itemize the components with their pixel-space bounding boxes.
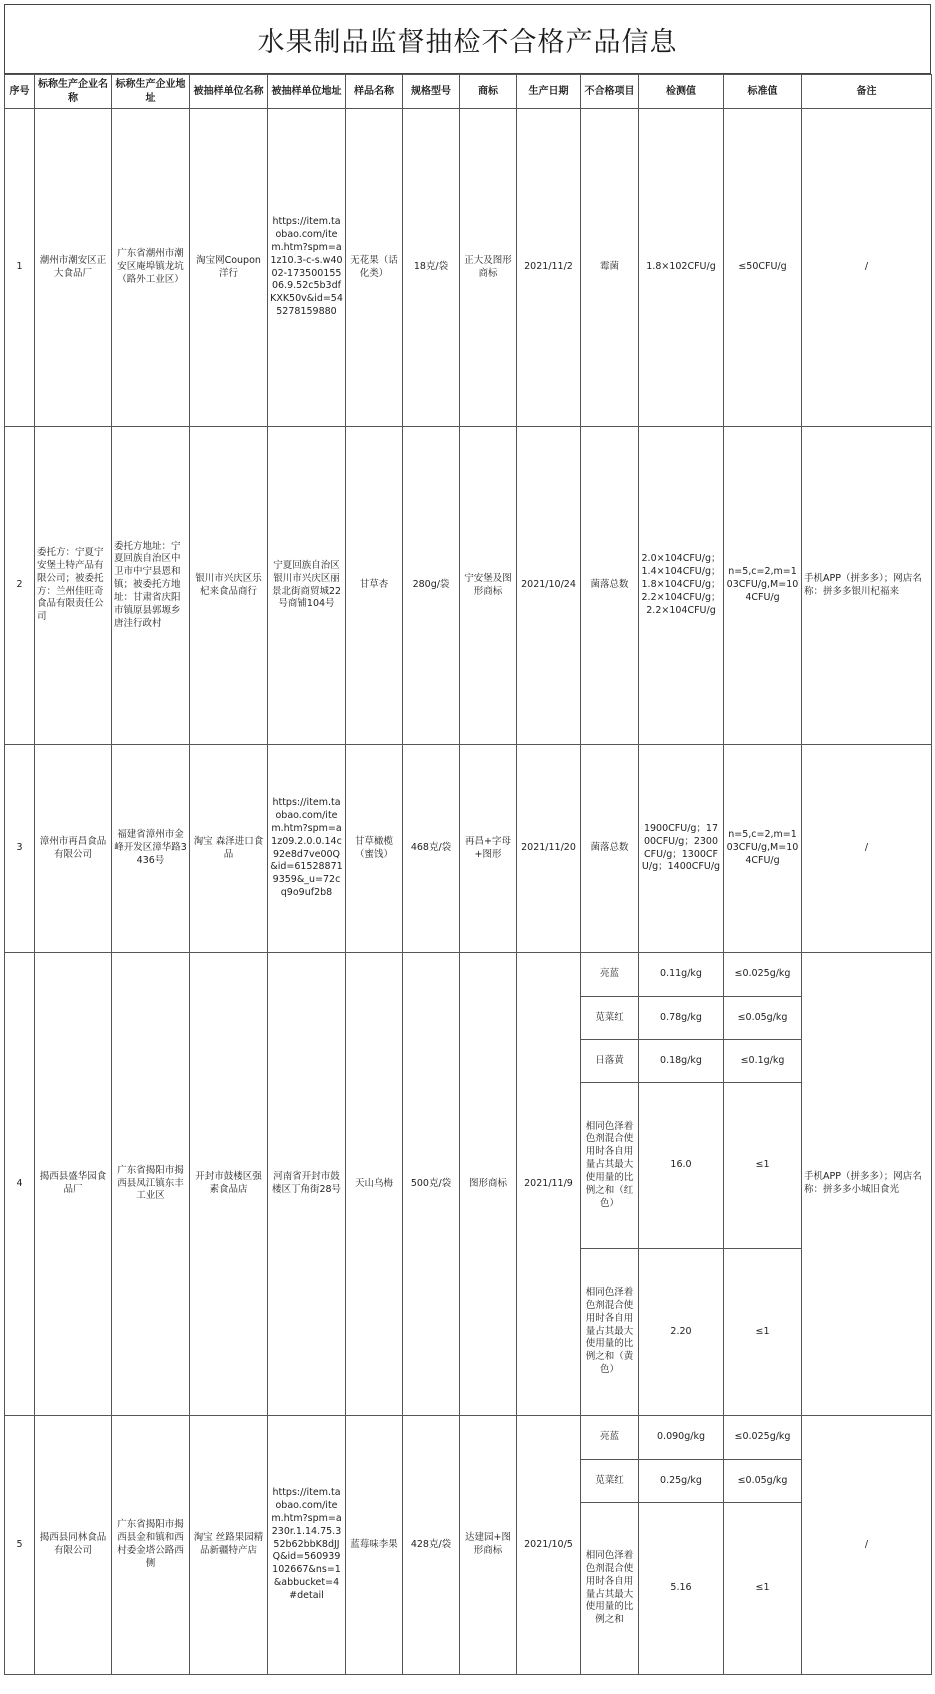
producer-address: 广东省潮州市潮安区庵埠镇龙坑（路外工业区） [112, 109, 190, 427]
failed-item: 菌落总数 [581, 427, 639, 745]
brand: 再昌+字母+图形 [460, 745, 517, 953]
column-header: 规格型号 [403, 75, 460, 109]
sampled-unit-name: 淘宝 森泽进口食品 [190, 745, 268, 953]
sampled-unit-name: 淘宝 丝路果园精品新疆特产店 [190, 1416, 268, 1675]
column-header: 检测值 [639, 75, 724, 109]
producer-address: 福建省漳州市金峰开发区漳华路3436号 [112, 745, 190, 953]
producer-name: 委托方：宁夏宁安堡土特产品有限公司；被委托方：兰州佳旺奇食品有限责任公司 [35, 427, 112, 745]
brand: 正大及图形商标 [460, 109, 517, 427]
producer-address: 广东省揭阳市揭西县金和镇和西村委金塔公路西侧 [112, 1416, 190, 1675]
test-value: 1.8×102CFU/g [639, 109, 724, 427]
standard-value: ≤1 [724, 1083, 802, 1249]
sampled-unit-name: 淘宝网Coupon洋行 [190, 109, 268, 427]
failed-item: 亮蓝 [581, 953, 639, 997]
test-value: 2.20 [639, 1249, 724, 1416]
failed-item: 苋菜红 [581, 1460, 639, 1503]
column-header: 标称生产企业名称 [35, 75, 112, 109]
sampled-unit-address: https://item.taobao.com/item.htm?spm=a1z09.2.0.0.14c92e8d7ve00Q&id=615288719359&_u=72cq9o9uf2b8 [268, 745, 346, 953]
remark: / [802, 109, 932, 427]
standard-value: n=5,c=2,m=103CFU/g,M=104CFU/g [724, 745, 802, 953]
standard-value: ≤1 [724, 1249, 802, 1416]
test-value: 0.11g/kg [639, 953, 724, 997]
standard-value: n=5,c=2,m=103CFU/g,M=104CFU/g [724, 427, 802, 745]
table-row [5, 953, 932, 997]
remark: / [802, 745, 932, 953]
table-row [5, 109, 932, 427]
product-spec: 428克/袋 [403, 1416, 460, 1675]
sampled-unit-address: https://item.taobao.com/item.htm?spm=a1z10.3-c-s.w4002-17350015506.9.52c5b3dfKXK50v&id=545278159880 [268, 109, 346, 427]
product-name: 无花果（话化类） [346, 109, 403, 427]
table-row [5, 427, 932, 745]
test-value: 0.25g/kg [639, 1460, 724, 1503]
product-spec: 500克/袋 [403, 953, 460, 1416]
failed-item: 亮蓝 [581, 1416, 639, 1460]
column-header: 被抽样单位地址 [268, 75, 346, 109]
inspection-table [4, 74, 932, 1675]
standard-value: ≤1 [724, 1503, 802, 1675]
row-number: 3 [5, 745, 35, 953]
brand: 宁安堡及图形商标 [460, 427, 517, 745]
production-date: 2021/10/5 [517, 1416, 581, 1675]
failed-item: 日落黄 [581, 1040, 639, 1083]
standard-value: ≤0.1g/kg [724, 1040, 802, 1083]
column-header: 被抽样单位名称 [190, 75, 268, 109]
producer-address: 广东省揭阳市揭西县凤江镇东丰工业区 [112, 953, 190, 1416]
failed-item: 菌落总数 [581, 745, 639, 953]
row-number: 5 [5, 1416, 35, 1675]
failed-item: 相同色泽着色剂混合使用时各自用量占其最大使用量的比例之和 [581, 1503, 639, 1675]
row-number: 4 [5, 953, 35, 1416]
table-header-row [5, 75, 932, 109]
test-value: 0.18g/kg [639, 1040, 724, 1083]
test-value: 0.090g/kg [639, 1416, 724, 1460]
remark: 手机APP（拼多多）；网店名称：拼多多银川杞福来 [802, 427, 932, 745]
failed-item: 相同色泽着色剂混合使用时各自用量占其最大使用量的比例之和（红色） [581, 1083, 639, 1249]
production-date: 2021/11/9 [517, 953, 581, 1416]
product-spec: 18克/袋 [403, 109, 460, 427]
standard-value: ≤0.025g/kg [724, 953, 802, 997]
test-value: 16.0 [639, 1083, 724, 1249]
test-value: 2.0×104CFU/g；1.4×104CFU/g；1.8×104CFU/g；2.2×104CFU/g；2.2×104CFU/g [639, 427, 724, 745]
column-header: 样品名称 [346, 75, 403, 109]
standard-value: ≤0.05g/kg [724, 1460, 802, 1503]
column-header: 标准值 [724, 75, 802, 109]
remark: / [802, 1416, 932, 1675]
product-name: 蓝莓味李果 [346, 1416, 403, 1675]
column-header: 标称生产企业地址 [112, 75, 190, 109]
test-value: 5.16 [639, 1503, 724, 1675]
product-name: 甘草橄榄（蜜饯） [346, 745, 403, 953]
brand: 达建园+图形商标 [460, 1416, 517, 1675]
producer-name: 揭西县同林食品有限公司 [35, 1416, 112, 1675]
sampled-unit-address: 宁夏回族自治区银川市兴庆区丽景北街商贸城22号商铺104号 [268, 427, 346, 745]
sampled-unit-address: 河南省开封市鼓楼区丁角街28号 [268, 953, 346, 1416]
production-date: 2021/10/24 [517, 427, 581, 745]
product-spec: 468克/袋 [403, 745, 460, 953]
failed-item: 相同色泽着色剂混合使用时各自用量占其最大使用量的比例之和（黄色） [581, 1249, 639, 1416]
table-row [5, 745, 932, 953]
producer-name: 潮州市潮安区正大食品厂 [35, 109, 112, 427]
standard-value: ≤50CFU/g [724, 109, 802, 427]
product-name: 甘草杏 [346, 427, 403, 745]
producer-name: 揭西县盛华园食品厂 [35, 953, 112, 1416]
sampled-unit-name: 银川市兴庆区乐杞来食品商行 [190, 427, 268, 745]
producer-address: 委托方地址：宁夏回族自治区中卫市中宁县恩和镇；被委托方地址：甘肃省庆阳市镇原县郭塬乡唐洼行政村 [112, 427, 190, 745]
row-number: 2 [5, 427, 35, 745]
sampled-unit-address: https://item.taobao.com/item.htm?spm=a230r.1.14.75.352b62bbK8dJJQ&id=560939102667&ns=1&abbucket=4#detail [268, 1416, 346, 1675]
standard-value: ≤0.05g/kg [724, 997, 802, 1040]
sampled-unit-name: 开封市鼓楼区强素食品店 [190, 953, 268, 1416]
product-spec: 280g/袋 [403, 427, 460, 745]
column-header: 生产日期 [517, 75, 581, 109]
remark: 手机APP（拼多多）；网店名称：拼多多小城旧食光 [802, 953, 932, 1416]
standard-value: ≤0.025g/kg [724, 1416, 802, 1460]
product-name: 天山乌梅 [346, 953, 403, 1416]
test-value: 1900CFU/g；1700CFU/g；2300CFU/g；1300CFU/g；1400CFU/g [639, 745, 724, 953]
producer-name: 漳州市再昌食品有限公司 [35, 745, 112, 953]
column-header: 商标 [460, 75, 517, 109]
failed-item: 苋菜红 [581, 997, 639, 1040]
production-date: 2021/11/2 [517, 109, 581, 427]
page-title: 水果制品监督抽检不合格产品信息 [4, 4, 931, 74]
brand: 图形商标 [460, 953, 517, 1416]
column-header: 不合格项目 [581, 75, 639, 109]
column-header: 备注 [802, 75, 932, 109]
test-value: 0.78g/kg [639, 997, 724, 1040]
row-number: 1 [5, 109, 35, 427]
production-date: 2021/11/20 [517, 745, 581, 953]
failed-item: 霉菌 [581, 109, 639, 427]
table-row [5, 1416, 932, 1460]
column-header: 序号 [5, 75, 35, 109]
